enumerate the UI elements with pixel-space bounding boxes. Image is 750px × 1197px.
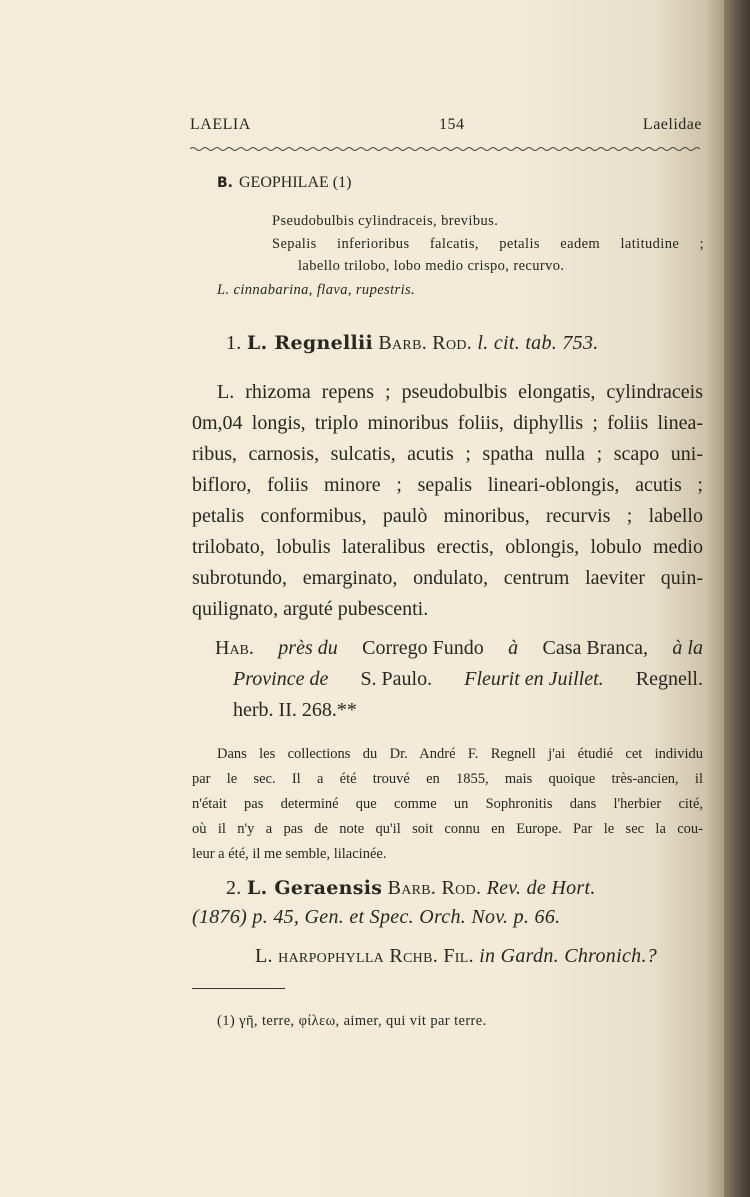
habitat-line-3: herb. II. 268.**: [233, 699, 357, 721]
header-right: Laelidae: [642, 116, 702, 133]
species-entry-2-reference: (1876) p. 45, Gen. et Spec. Orch. Nov. p. 66.: [192, 906, 561, 928]
running-header: [190, 116, 702, 142]
synonym-name: L. harpophylla: [255, 945, 385, 967]
footnote-rule: [192, 988, 285, 989]
habitat-text: à la: [672, 637, 703, 659]
book-spine-edge: [724, 0, 750, 1197]
description-line-2: 0m,04 longis, triplo minoribus foliis, diphyllis ; foliis linea-: [192, 412, 703, 434]
habitat-locality: Corrego Fundo: [362, 637, 484, 659]
species-reference: Rev. de Hort.: [486, 877, 596, 899]
habitat-text: Province de: [233, 668, 329, 690]
species-entry-2: [226, 877, 596, 900]
header-left: LAELIA: [190, 116, 251, 133]
description-line-7: subrotundo, emarginato, ondulato, centrum laeviter quin-: [192, 567, 703, 589]
habitat-locality: S. Paulo.: [360, 668, 433, 690]
species-author: Barb. Rod.: [378, 332, 473, 354]
section-letter: B.: [217, 175, 233, 191]
diagnosis-species-list: L. cinnabarina, flava, rupestris.: [217, 282, 416, 298]
note-line-2: par le sec. Il a été trouvé en 1855, mais quoique très-ancien, il: [192, 771, 703, 787]
habitat-locality: Casa Branca,: [542, 637, 649, 659]
habitat-flowering: Fleurit en Juillet.: [464, 668, 604, 690]
note-line-3: n'était pas determiné que comme un Sophronitis dans l'herbier cité,: [192, 796, 703, 812]
species-name: L. Regnellii: [246, 332, 374, 354]
description-line-6: trilobato, lobulis lateralibus erectis, oblongis, lobulo medio: [192, 536, 703, 558]
description-line-8: quilignato, arguté pubescenti.: [192, 598, 429, 620]
footnote: (1) γῆ, terre, φίλεω, aimer, qui vit par terre.: [217, 1013, 487, 1029]
habitat-collector: Regnell.: [635, 668, 703, 690]
habitat-text: près du: [278, 637, 338, 659]
synonym-reference: in Gardn. Chronich.?: [479, 945, 658, 967]
diagnosis-line-3: labello trilobo, lobo medio crispo, recurvo.: [298, 258, 565, 274]
note-line-5: leur a été, il me semble, lilacinée.: [192, 846, 387, 862]
habitat-label: Hab.: [215, 637, 254, 659]
description-line-5: petalis conformibus, paulò minoribus, recurvis ; labello: [192, 505, 703, 527]
note-line-1: Dans les collections du Dr. André F. Regnell j'ai étudié cet individu: [217, 746, 703, 762]
synonym-line: [255, 945, 657, 968]
species-reference: l. cit. tab. 753.: [477, 332, 599, 354]
section-title: GEOPHILAE (1): [239, 174, 352, 191]
diagnosis-line-2: Sepalis inferioribus falcatis, petalis eadem latitudine ;: [272, 236, 704, 252]
entry-number: 2.: [226, 877, 242, 899]
description-line-1: L. rhizoma repens ; pseudobulbis elongatis, cylindraceis: [217, 381, 703, 403]
description-line-4: bifloro, foliis minore ; sepalis lineari-oblongis, acutis ;: [192, 474, 703, 496]
diagnosis-line-1: Pseudobulbis cylindraceis, brevibus.: [272, 213, 499, 229]
species-name: L. Geraensis: [246, 877, 383, 899]
entry-number: 1.: [226, 332, 242, 354]
description-line-3: ribus, carnosis, sulcatis, acutis ; spatha nulla ; scapo uni-: [192, 443, 703, 465]
species-entry-1: [226, 332, 599, 355]
page-number: 154: [439, 116, 465, 133]
synonym-author: Rchb. Fil.: [389, 945, 474, 967]
species-author: Barb. Rod.: [387, 877, 482, 899]
habitat-line-1: [215, 637, 703, 660]
habitat-line-2: [233, 668, 703, 691]
header-rule: [190, 146, 700, 152]
section-heading: [217, 174, 351, 192]
habitat-text: à: [508, 637, 519, 659]
note-line-4: où il n'y a pas de note qu'il soit connu en Europe. Par le sec la cou-: [192, 821, 703, 837]
